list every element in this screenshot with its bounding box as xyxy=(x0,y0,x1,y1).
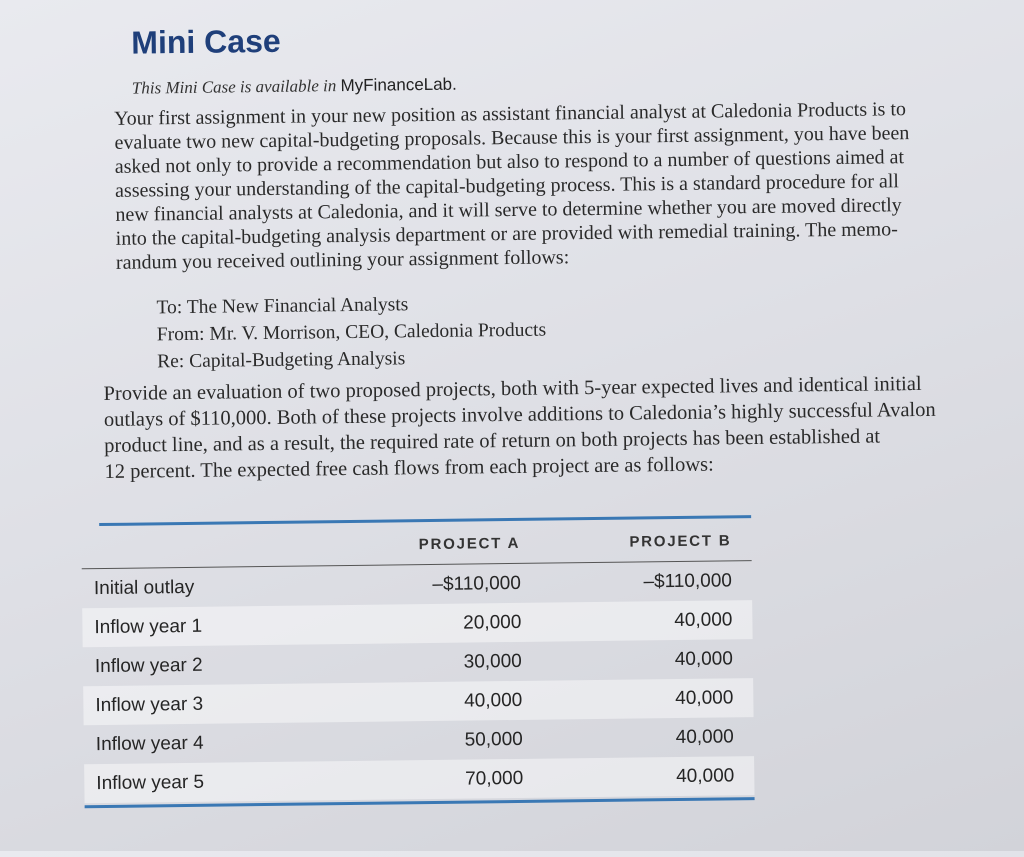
intro-line: into the capital-budgeting analysis department or are provided with remedial training. The memo- xyxy=(115,218,898,250)
section-heading: Mini Case xyxy=(131,22,281,61)
memo-re: Re: Capital-Budgeting Analysis xyxy=(157,348,406,373)
memo-from: From: Mr. V. Morrison, CEO, Caledonia Products xyxy=(156,319,547,346)
project-b-value: 40,000 xyxy=(675,686,734,709)
header-label-cell xyxy=(81,545,319,548)
project-a-value: 70,000 xyxy=(464,767,524,790)
project-a-value: 30,000 xyxy=(463,650,522,673)
project-a-value: 50,000 xyxy=(464,728,523,751)
intro-paragraph xyxy=(114,96,1016,275)
project-a-value: 20,000 xyxy=(463,611,522,634)
project-b-value: 40,000 xyxy=(675,725,734,748)
availability-note xyxy=(132,75,457,99)
intro-line: assessing your understanding of the capital-budgeting process. This is a standard procedure for all xyxy=(114,170,900,202)
cash-flow-table xyxy=(81,515,754,808)
availability-brand: MyFinanceLab. xyxy=(340,74,457,96)
project-a-value: –$110,000 xyxy=(432,572,521,595)
memo-body-paragraph xyxy=(103,370,1019,485)
header-project-b: PROJECT B xyxy=(629,531,732,551)
body-line: product line, and as a result, the required rate of return on both projects has been established at xyxy=(104,425,881,457)
intro-line: Your first assignment in your new position as assistant financial analyst at Caledonia Products is to xyxy=(114,98,907,130)
project-b-value: 40,000 xyxy=(674,608,733,631)
project-b-value: 40,000 xyxy=(674,647,733,670)
intro-line: asked not only to provide a recommendation but also to respond to a number of questions aimed at xyxy=(114,146,905,178)
project-b-value: 40,000 xyxy=(676,764,735,787)
body-line: Provide an evaluation of two proposed projects, both with 5-year expected lives and identical initial xyxy=(103,372,922,405)
memo-to: To: The New Financial Analysts xyxy=(156,294,409,319)
row-label: Initial outlay xyxy=(93,576,195,599)
body-line: outlays of $110,000. Both of these projects involve additions to Caledonia’s highly successful Avalon xyxy=(103,398,936,431)
intro-line: randum you received outlining your assignment follows: xyxy=(115,246,570,274)
memo-header xyxy=(156,290,546,376)
row-label: Inflow year 5 xyxy=(96,771,205,794)
row-label: Inflow year 2 xyxy=(94,654,203,677)
row-label: Inflow year 3 xyxy=(95,693,204,716)
header-project-a: PROJECT A xyxy=(418,534,521,553)
project-b-value: –$110,000 xyxy=(643,569,733,592)
availability-prefix: This Mini Case is available in xyxy=(131,76,341,98)
table-row xyxy=(84,756,754,803)
project-a-value: 40,000 xyxy=(464,689,523,712)
intro-line: evaluate two new capital-budgeting proposals. Because this is your first assignment, you have been xyxy=(114,122,910,154)
intro-line: new financial analysts at Caledonia, and it will serve to determine whether you are moved directly xyxy=(115,194,902,226)
body-line: 12 percent. The expected free cash flows from each project are as follows: xyxy=(104,453,714,483)
row-label: Inflow year 4 xyxy=(95,732,204,755)
row-label: Inflow year 1 xyxy=(94,615,203,638)
